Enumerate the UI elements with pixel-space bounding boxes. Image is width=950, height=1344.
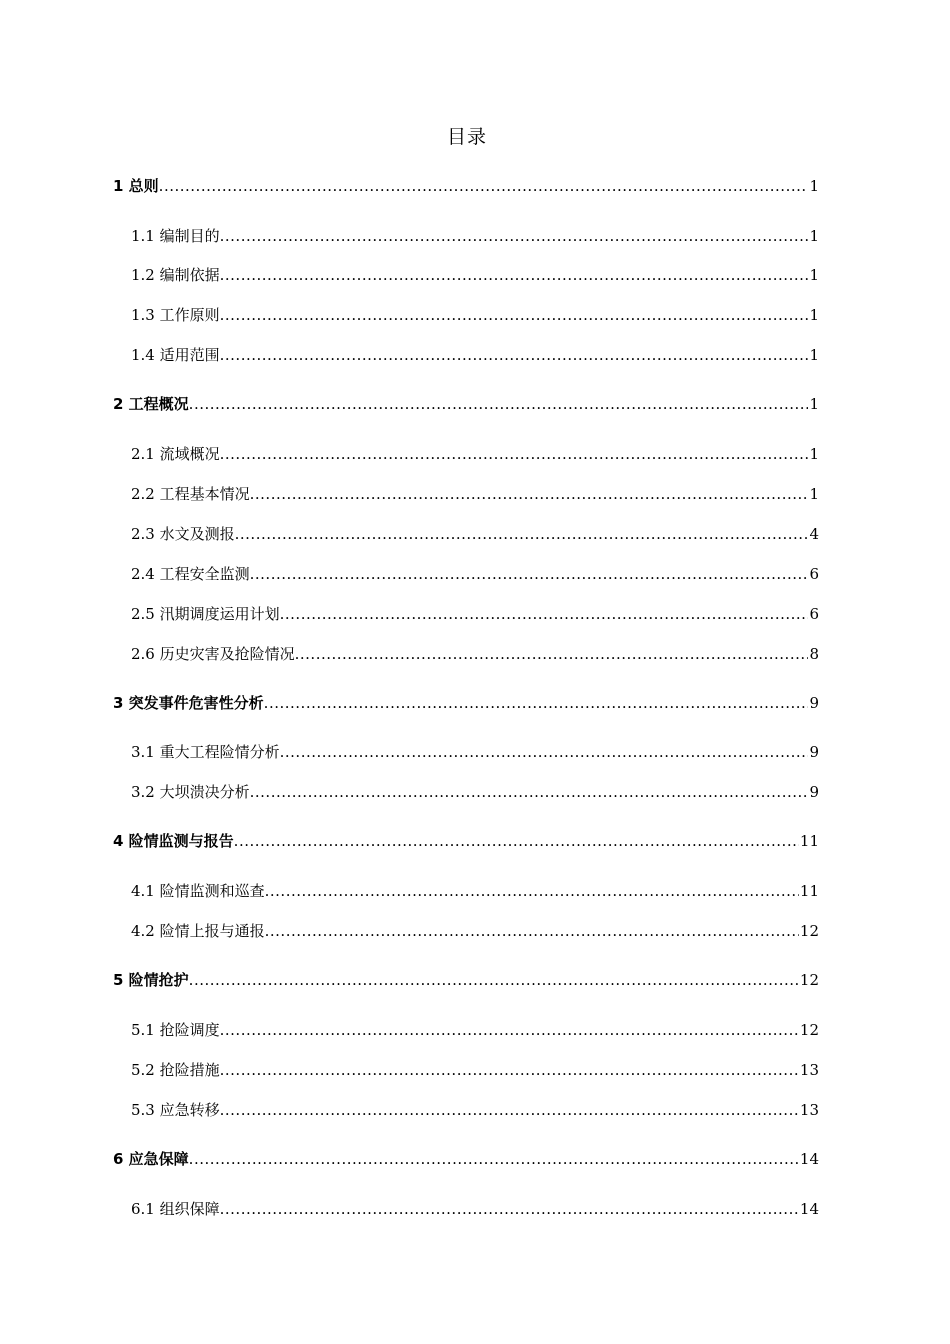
toc-entry-text: 1 总则 <box>113 177 159 195</box>
toc-page-number: 1 <box>809 227 819 245</box>
toc-leader-dots <box>220 226 809 246</box>
toc-entry-text: 6.1 组织保障 <box>131 1200 220 1218</box>
toc-page-number: 13 <box>799 1061 819 1079</box>
toc-page-number: 12 <box>799 922 819 940</box>
toc-entry-text: 4.1 险情监测和巡查 <box>131 882 265 900</box>
toc-page-number: 9 <box>809 783 819 801</box>
toc-entry-text: 4 险情监测与报告 <box>113 832 234 850</box>
toc-entry[interactable] <box>131 524 819 544</box>
toc-entry-text: 5.3 应急转移 <box>131 1101 220 1119</box>
toc-entry[interactable] <box>131 484 819 504</box>
toc-entry-text: 2.3 水文及测报 <box>131 525 235 543</box>
toc-entry-text: 2.1 流域概况 <box>131 445 220 463</box>
toc-entry-text: 2.6 历史灾害及抢险情况 <box>131 645 295 663</box>
toc-entry[interactable] <box>131 1199 819 1219</box>
toc-entry-text: 5.1 抢险调度 <box>131 1021 220 1039</box>
toc-page-number: 4 <box>809 525 819 543</box>
toc-entry[interactable] <box>113 693 819 713</box>
toc-entry[interactable] <box>131 604 819 624</box>
toc-entry-text: 2.2 工程基本情况 <box>131 485 250 503</box>
toc-page-number: 8 <box>809 645 819 663</box>
page-title: 目录 <box>446 126 487 148</box>
toc-page-number: 12 <box>799 971 819 989</box>
toc-leader-dots <box>235 524 809 544</box>
toc-entry-text: 5.2 抢险措施 <box>131 1061 220 1079</box>
toc-page-number: 14 <box>799 1150 819 1168</box>
toc-page-number: 1 <box>809 346 819 364</box>
toc-entry-text: 5 险情抢护 <box>113 971 189 989</box>
toc-leader-dots <box>220 265 809 285</box>
toc-page-number: 11 <box>799 882 819 900</box>
toc-entry-text: 4.2 险情上报与通报 <box>131 922 265 940</box>
toc-entry[interactable] <box>131 782 819 802</box>
toc-leader-dots <box>250 484 809 504</box>
toc-leader-dots <box>250 782 809 802</box>
toc-entry-text: 2 工程概况 <box>113 395 189 413</box>
toc-leader-dots <box>295 644 809 664</box>
toc-leader-dots <box>250 564 809 584</box>
toc-leader-dots <box>234 831 799 851</box>
toc-leader-dots <box>265 921 799 941</box>
toc-entry[interactable] <box>113 394 819 414</box>
toc-page-number: 1 <box>809 445 819 463</box>
toc-entry[interactable] <box>131 1100 819 1120</box>
toc-entry[interactable] <box>131 644 819 664</box>
toc-leader-dots <box>280 604 809 624</box>
toc-entry[interactable] <box>131 921 819 941</box>
toc-entry[interactable] <box>131 1020 819 1040</box>
toc-leader-dots <box>189 1149 799 1169</box>
toc-entry-text: 3.2 大坝溃决分析 <box>131 783 250 801</box>
toc-page-number: 1 <box>809 395 819 413</box>
toc-page-number: 1 <box>809 177 819 195</box>
toc-entry-text: 6 应急保障 <box>113 1150 189 1168</box>
toc-leader-dots <box>159 176 809 196</box>
toc-entry[interactable] <box>113 831 819 851</box>
toc-entry[interactable] <box>131 742 819 762</box>
toc-page-number: 12 <box>799 1021 819 1039</box>
toc-page-number: 1 <box>809 306 819 324</box>
toc-entry-text: 2.4 工程安全监测 <box>131 565 250 583</box>
toc-page-number: 9 <box>809 694 819 712</box>
toc-leader-dots <box>220 1060 799 1080</box>
toc-leader-dots <box>220 305 809 325</box>
toc-leader-dots <box>265 881 799 901</box>
toc-leader-dots <box>220 1100 799 1120</box>
toc-leader-dots <box>280 742 809 762</box>
toc-entry[interactable] <box>131 345 819 365</box>
toc-page-number: 11 <box>799 832 819 850</box>
toc-entry-text: 2.5 汛期调度运用计划 <box>131 605 280 623</box>
toc-entry-text: 1.4 适用范围 <box>131 346 220 364</box>
toc-entry[interactable] <box>131 564 819 584</box>
toc-entry[interactable] <box>131 444 819 464</box>
toc-entry[interactable] <box>113 970 819 990</box>
toc-entry[interactable] <box>131 265 819 285</box>
toc-page-number: 9 <box>809 743 819 761</box>
toc-entry-text: 1.2 编制依据 <box>131 266 220 284</box>
toc-page-number: 6 <box>809 605 819 623</box>
toc-page-number: 13 <box>799 1101 819 1119</box>
toc-entry[interactable] <box>131 305 819 325</box>
toc-leader-dots <box>220 345 809 365</box>
toc-entry[interactable] <box>131 881 819 901</box>
toc-entry-text: 3 突发事件危害性分析 <box>113 694 264 712</box>
toc-leader-dots <box>189 394 809 414</box>
toc-entry[interactable] <box>113 176 819 196</box>
toc-entry[interactable] <box>131 1060 819 1080</box>
toc-entry-text: 1.1 编制目的 <box>131 227 220 245</box>
toc-page-number: 14 <box>799 1200 819 1218</box>
toc-page-number: 1 <box>809 485 819 503</box>
toc-entry[interactable] <box>131 226 819 246</box>
toc-page-number: 6 <box>809 565 819 583</box>
toc-leader-dots <box>264 693 809 713</box>
toc-leader-dots <box>220 1020 799 1040</box>
toc-page-number: 1 <box>809 266 819 284</box>
toc-entry-text: 1.3 工作原则 <box>131 306 220 324</box>
toc-leader-dots <box>189 970 799 990</box>
toc-leader-dots <box>220 444 809 464</box>
toc-entry-text: 3.1 重大工程险情分析 <box>131 743 280 761</box>
toc-entry[interactable] <box>113 1149 819 1169</box>
toc-leader-dots <box>220 1199 799 1219</box>
